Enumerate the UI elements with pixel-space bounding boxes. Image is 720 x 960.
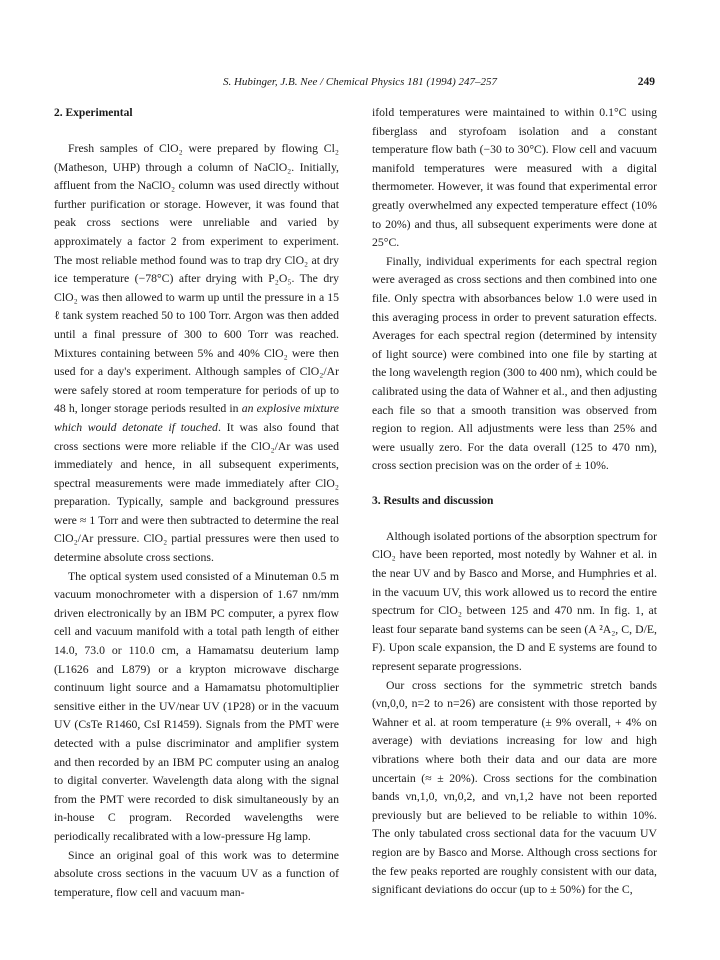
page-header xyxy=(0,76,720,92)
paragraph-text: Fresh samples of ClO₂ were prepared by flowing Cl₂ (Matheson, UHP) through a column of NaClO₂. Initially, affluent from the NaClO₂ column was used directly without further purification or storage. However, it was found that peak cross sections were unreliable and varied by approximately a factor 2 from experiment to experiment. The most reliable method found was to trap dry ClO₂ at dry ice temperature (−78°C) after drying with P₂O₅. The dry ClO₂ was then allowed to warm up until the pressure in a 15 ℓ tank system reached 50 to 100 Torr. Argon was then added until a final pressure of 300 to 600 Torr was reached. Mixtures containing between 5% and 40% ClO₂ were then used for a day's experiment. Although samples of ClO₂/Ar were safely stored at room temperature for periods of up to 48 h, longer storage periods resulted in xyxy=(54,142,339,416)
page-number: 249 xyxy=(637,76,655,88)
paragraph xyxy=(54,140,339,568)
paragraph: Although isolated portions of the absorption spectrum for ClO₂ have been reported, most notedly by Wahner et al. in the near UV and by Basco and Morse, and Humphries et al. in the vacuum UV, this work allowed us to record the entire spectrum for ClO₂ between 125 and 470 nm. In fig. 1, at least four separate band systems can be seen (A ²A₂, C, D/E, F). Upon scale expansion, the D and E systems are found to represent separate progressions. xyxy=(372,529,657,674)
italic-phrase: an explosive mixture which would detonate if touched xyxy=(54,402,340,434)
paragraph: ifold temperatures were maintained to within 0.1°C using fiberglass and styrofoam isolation and a constant temperature flow bath (−30 to 30°C). Flow cell and vacuum manifold temperatures were measured with a digital thermometer. However, it was found that experimental error greatly overwhelmed any expected temperature effect (10% to 20%) and thus, all subsequent experiments were done at 25°C. xyxy=(372,106,657,250)
paragraph: The optical system used consisted of a Minuteman 0.5 m vacuum monochrometer with a dispersion of 1.67 nm/mm driven electronically by an IBM PC computer, a pyrex flow cell and vacuum manifold with a total path length of either 14.0, 73.0 or 110.0 cm, a Hamamatsu deuterium lamp (L1626 and L879) or a krypton microwave discharge continuum light source and a Hamamatsu photomultiplier sensitive either in the UV/near UV (1P28) or in the vacuum UV (CsTe R1460, CsI R1459). Signals from the PMT were detected with a pulse discriminator and amplifier system and then recorded by an IBM PC computer using an analog to digital converter. Wavelength data along with the signal from the PMT were recorded to disk simultaneously by an in-house C program. Recorded wavelengths were periodically recalibrated with a low-pressure Hg lamp. xyxy=(54,569,339,843)
paragraph-text: . It was also found that cross sections were more reliable if the ClO₂/Ar was used immediately and hence, in all subsequent experiments, spectral measurements were made immediately after ClO₂ preparation. Typically, sample and background pressures were ≈ 1 Torr and were then subtracted to determine the real ClO₂/Ar pressure. ClO₂ partial pressures were then used to determine absolute cross sections. xyxy=(54,420,339,565)
section-heading-results: 3. Results and discussion xyxy=(372,494,494,507)
running-head: S. Hubinger, J.B. Nee / Chemical Physics 181 (1994) 247–257 xyxy=(222,76,498,88)
right-column xyxy=(372,104,657,900)
paragraph: Finally, individual experiments for each spectral region were averaged as cross sections and then combined into one file. Only spectra with absorbances below 1.0 were used in this averaging process in order to prevent saturation effects. Averages for each spectral region (determined by intensity of light source) were combined into one file by starting at the long wavelength region (300 to 400 nm), which could be calibrated using the data of Wahner et al., and then adjusting each file so that a smooth transition was observed from region to region. All adjustments were less than 25% and were usually zero. For the data overall (125 to 470 nm), cross section precision was on the order of ± 10%. xyxy=(372,254,657,473)
left-column xyxy=(54,104,339,902)
section-heading-experimental: 2. Experimental xyxy=(54,107,133,119)
paragraph: Since an original goal of this work was to determine absolute cross sections in the vacuum UV as a function of temperature, flow cell and vacuum man- xyxy=(54,848,339,899)
paragraph: Our cross sections for the symmetric stretch bands (νn,0,0, n=2 to n=26) are consistent with those reported by Wahner et al. at room temperature (± 9% overall, + 4% on average) with deviations increasing for low and high vibrations where both their data and our data are more uncertain (≈ ± 20%). Cross sections for the combination bands νn,1,0, νn,0,2, and νn,1,2 have not been reported previously but are believed to be reliable to within 10%. The only tabulated cross sectional data for the vacuum UV region are by Basco and Morse. Although cross sections for the few peaks reported are roughly consistent with our data, significant deviations do occur (up to ± 50%) for the C, xyxy=(372,678,657,897)
